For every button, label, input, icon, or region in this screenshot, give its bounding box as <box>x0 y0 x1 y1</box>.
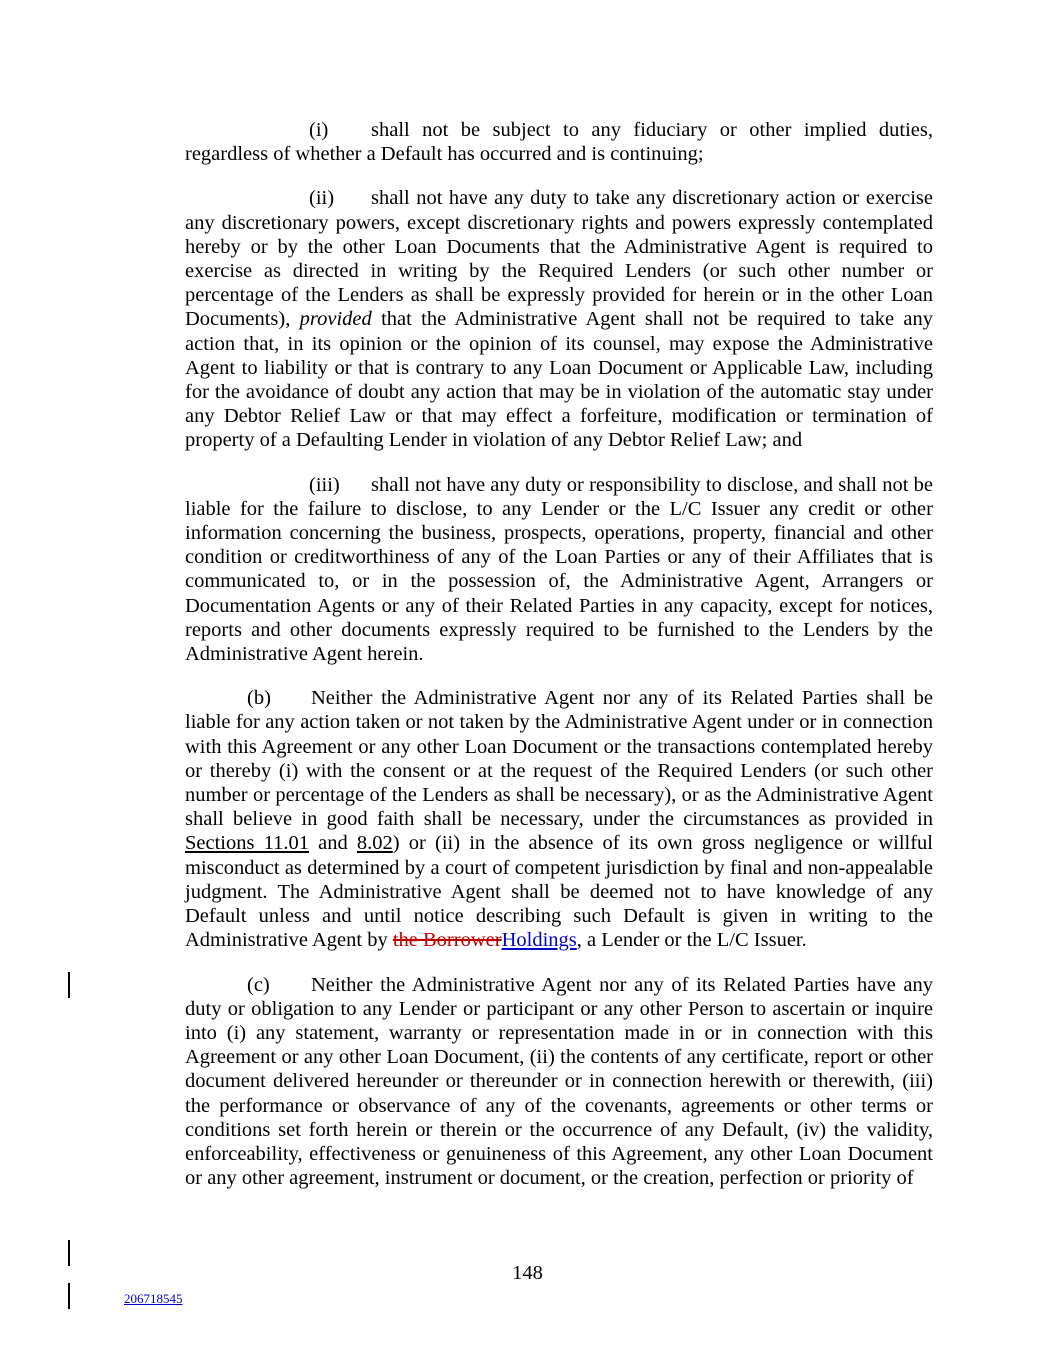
clause-text: shall not be subject to any fiduciary or other implied duties, regardless of whether a Default has occurred and is continuing; <box>185 119 933 166</box>
document-body <box>185 118 933 1190</box>
clause-marker: (ii) <box>309 187 335 210</box>
clause-marker: (c) <box>247 973 270 996</box>
clause-text-part4: , a Lender or the L/C Issuer. <box>576 929 807 952</box>
cross-reference-section-802[interactable]: 8.02 <box>356 832 393 855</box>
document-id-footer[interactable]: 206718545 <box>124 1291 183 1306</box>
page-number: 148 <box>512 1262 543 1284</box>
clause-text-part1: shall not have any duty to take any discretionary action or exercise any discretionary powers, except discretionary rights and powers expressly contemplated hereby or by the other Loan Documents that the Administrative Agent is required to exercise as directed in writing by the Required Lenders (or such other number or percentage of the Lenders as shall be expressly provided for herein or in the other Loan Documents), <box>185 187 933 331</box>
clause-marker: (i) <box>309 119 329 141</box>
clause-text-italic: provided <box>299 308 372 331</box>
clause-text-part2: and <box>309 832 357 855</box>
revision-change-bar <box>68 1283 70 1309</box>
paragraph-clause-i <box>185 118 933 166</box>
clause-text-part2: that the Administrative Agent shall not be required to take any action that, in its opinion or the opinion of its counsel, may expose the Administrative Agent to liability or that is contrary to any Loan Document or Applicable Law, including for the avoidance of doubt any action that may be in violation of the automatic stay under any Debtor Relief Law or that may effect a forfeiture, modification or termination of property of a Defaulting Lender in violation of any Debtor Relief Law; and <box>185 308 933 452</box>
paragraph-clause-c <box>185 973 933 1191</box>
revision-change-bar <box>68 972 70 998</box>
deleted-text: the Borrower <box>392 929 502 952</box>
clause-text: Neither the Administrative Agent nor any of its Related Parties have any duty or obligation to any Lender or participant or any other Person to ascertain or inquire into (i) any statement, warranty or representation made in or in connection with this Agreement or any other Loan Document, (ii) the contents of any certificate, report or other document delivered hereunder or thereunder or in connection herewith or therewith, (iii) the performance or observance of any of the covenants, agreements or other terms or conditions set forth herein or therein or the occurrence of any Default, (iv) the validity, enforceability, effectiveness or genuineness of this Agreement, any other Loan Document or any other agreement, instrument or document, or the creation, perfection or priority of <box>185 973 933 1190</box>
clause-text: shall not have any duty or responsibility to disclose, and shall not be liable for the failure to disclose, to any Lender or the L/C Issuer any credit or other information concerning the business, prospects, operations, property, financial and other condition or creditworthiness of any of the Loan Parties or any of their Affiliates that is communicated to, or in the possession of, the Administrative Agent, Arrangers or Documentation Agents or any of their Related Parties in any capacity, except for notices, reports and other documents expressly required to be furnished to the Lenders by the Administrative Agent herein. <box>185 473 933 666</box>
clause-text-part1: Neither the Administrative Agent nor any of its Related Parties shall be liable for any action taken or not taken by the Administrative Agent under or in connection with this Agreement or any other Loan Document or the transactions contemplated hereby or thereby (i) with the consent or at the request of the Required Lenders (or such other number or percentage of the Lenders as shall be necessary), or as the Administrative Agent shall believe in good faith shall be necessary, under the circumstances as provided in <box>185 687 933 831</box>
paragraph-clause-iii <box>185 473 933 667</box>
paragraph-clause-ii <box>185 186 933 452</box>
paragraph-clause-b <box>185 686 933 952</box>
inserted-text: Holdings <box>501 929 577 952</box>
cross-reference-sections-1101[interactable]: Sections 11.01 <box>185 832 309 855</box>
clause-marker: (iii) <box>309 473 340 496</box>
clause-marker: (b) <box>247 687 271 710</box>
clause-text-part3: ) or (ii) in the absence of its own gross negligence or willful misconduct as determined by a court of competent jurisdiction by final and non-appealable judgment. The Administrative Agent shall be deemed not to have knowledge of any Default unless and until notice describing such Default is given in writing to the Administrative Agent by <box>185 832 933 952</box>
